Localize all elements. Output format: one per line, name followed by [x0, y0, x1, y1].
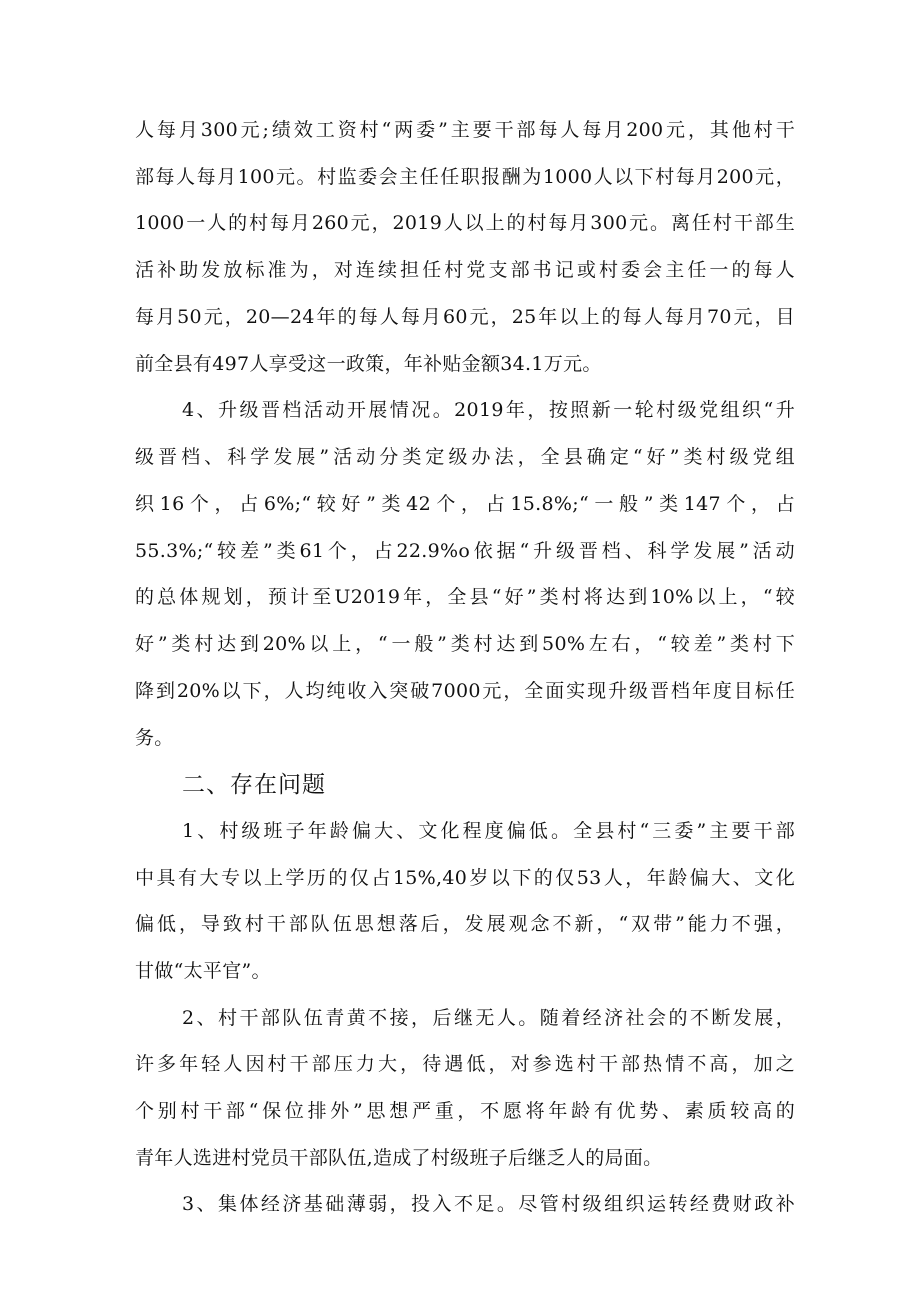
- section-heading: 二、存在问题: [182, 772, 326, 798]
- paragraph-line: 4、升级晋档活动开展情况。2019年，按照新一轮村级党组织“升: [182, 399, 795, 421]
- paragraph-line: 2、村干部队伍青黄不接，后继无人。随着经济社会的不断发展，: [182, 1007, 795, 1029]
- paragraph-line: 1000一人的村每月260元，2019人以上的村每月300元。离任村干部生: [135, 212, 795, 234]
- paragraph-line: 好”类村达到20%以上，“一般”类村达到50%左右，“较差”类村下: [135, 633, 795, 655]
- paragraph-line: 每月50元，20—24年的每人每月60元，25年以上的每人每月70元，目: [135, 306, 795, 328]
- paragraph-line: 青年人选进村党员干部队伍,造成了村级班子后继乏人的局面。: [135, 1147, 663, 1169]
- paragraph-line: 务。: [135, 727, 174, 749]
- paragraph-line: 甘做“太平官”。: [135, 960, 271, 982]
- paragraph-line: 1、村级班子年龄偏大、文化程度偏低。全县村“三委”主要干部: [182, 820, 795, 842]
- paragraph-line: 活补助发放标准为，对连续担任村党支部书记或村委会主任一的每人: [135, 259, 795, 281]
- paragraph-line: 许多年轻人因村干部压力大，待遇低，对参选村干部热情不高，加之: [135, 1053, 795, 1075]
- paragraph-line: 的总体规划，预计至U2019年，全县“好”类村将达到10%以上，“较: [135, 586, 795, 608]
- paragraph-line: 个别村干部“保位排外”思想严重，不愿将年龄有优势、素质较高的: [135, 1100, 795, 1122]
- paragraph-line: 偏低，导致村干部队伍思想落后，发展观念不新，“双带”能力不强，: [135, 913, 795, 935]
- paragraph-line: 织16个，占6%;“较好”类42个，占15.8%;“一般”类147个，占: [135, 493, 795, 515]
- paragraph-line: 中具有大专以上学历的仅占15%,40岁以下的仅53人，年龄偏大、文化: [135, 867, 795, 889]
- paragraph-line: 前全县有497人享受这一政策，年补贴金额34.1万元。: [135, 353, 602, 375]
- paragraph-line: 级晋档、科学发展”活动分类定级办法，全县确定“好”类村级党组: [135, 446, 795, 468]
- paragraph-line: 人每月300元;绩效工资村“两委”主要干部每人每月200元，其他村干: [135, 119, 795, 141]
- paragraph-line: 部每人每月100元。村监委会主任任职报酬为1000人以下村每月200元，: [135, 166, 795, 188]
- paragraph-line: 3、集体经济基础薄弱，投入不足。尽管村级组织运转经费财政补: [182, 1193, 795, 1215]
- paragraph-line: 降到20%以下，人均纯收入突破7000元，全面实现升级晋档年度目标任: [135, 680, 795, 702]
- paragraph-line: 55.3%;“较差”类61个，占22.9%o依据“升级晋档、科学发展”活动: [135, 540, 795, 562]
